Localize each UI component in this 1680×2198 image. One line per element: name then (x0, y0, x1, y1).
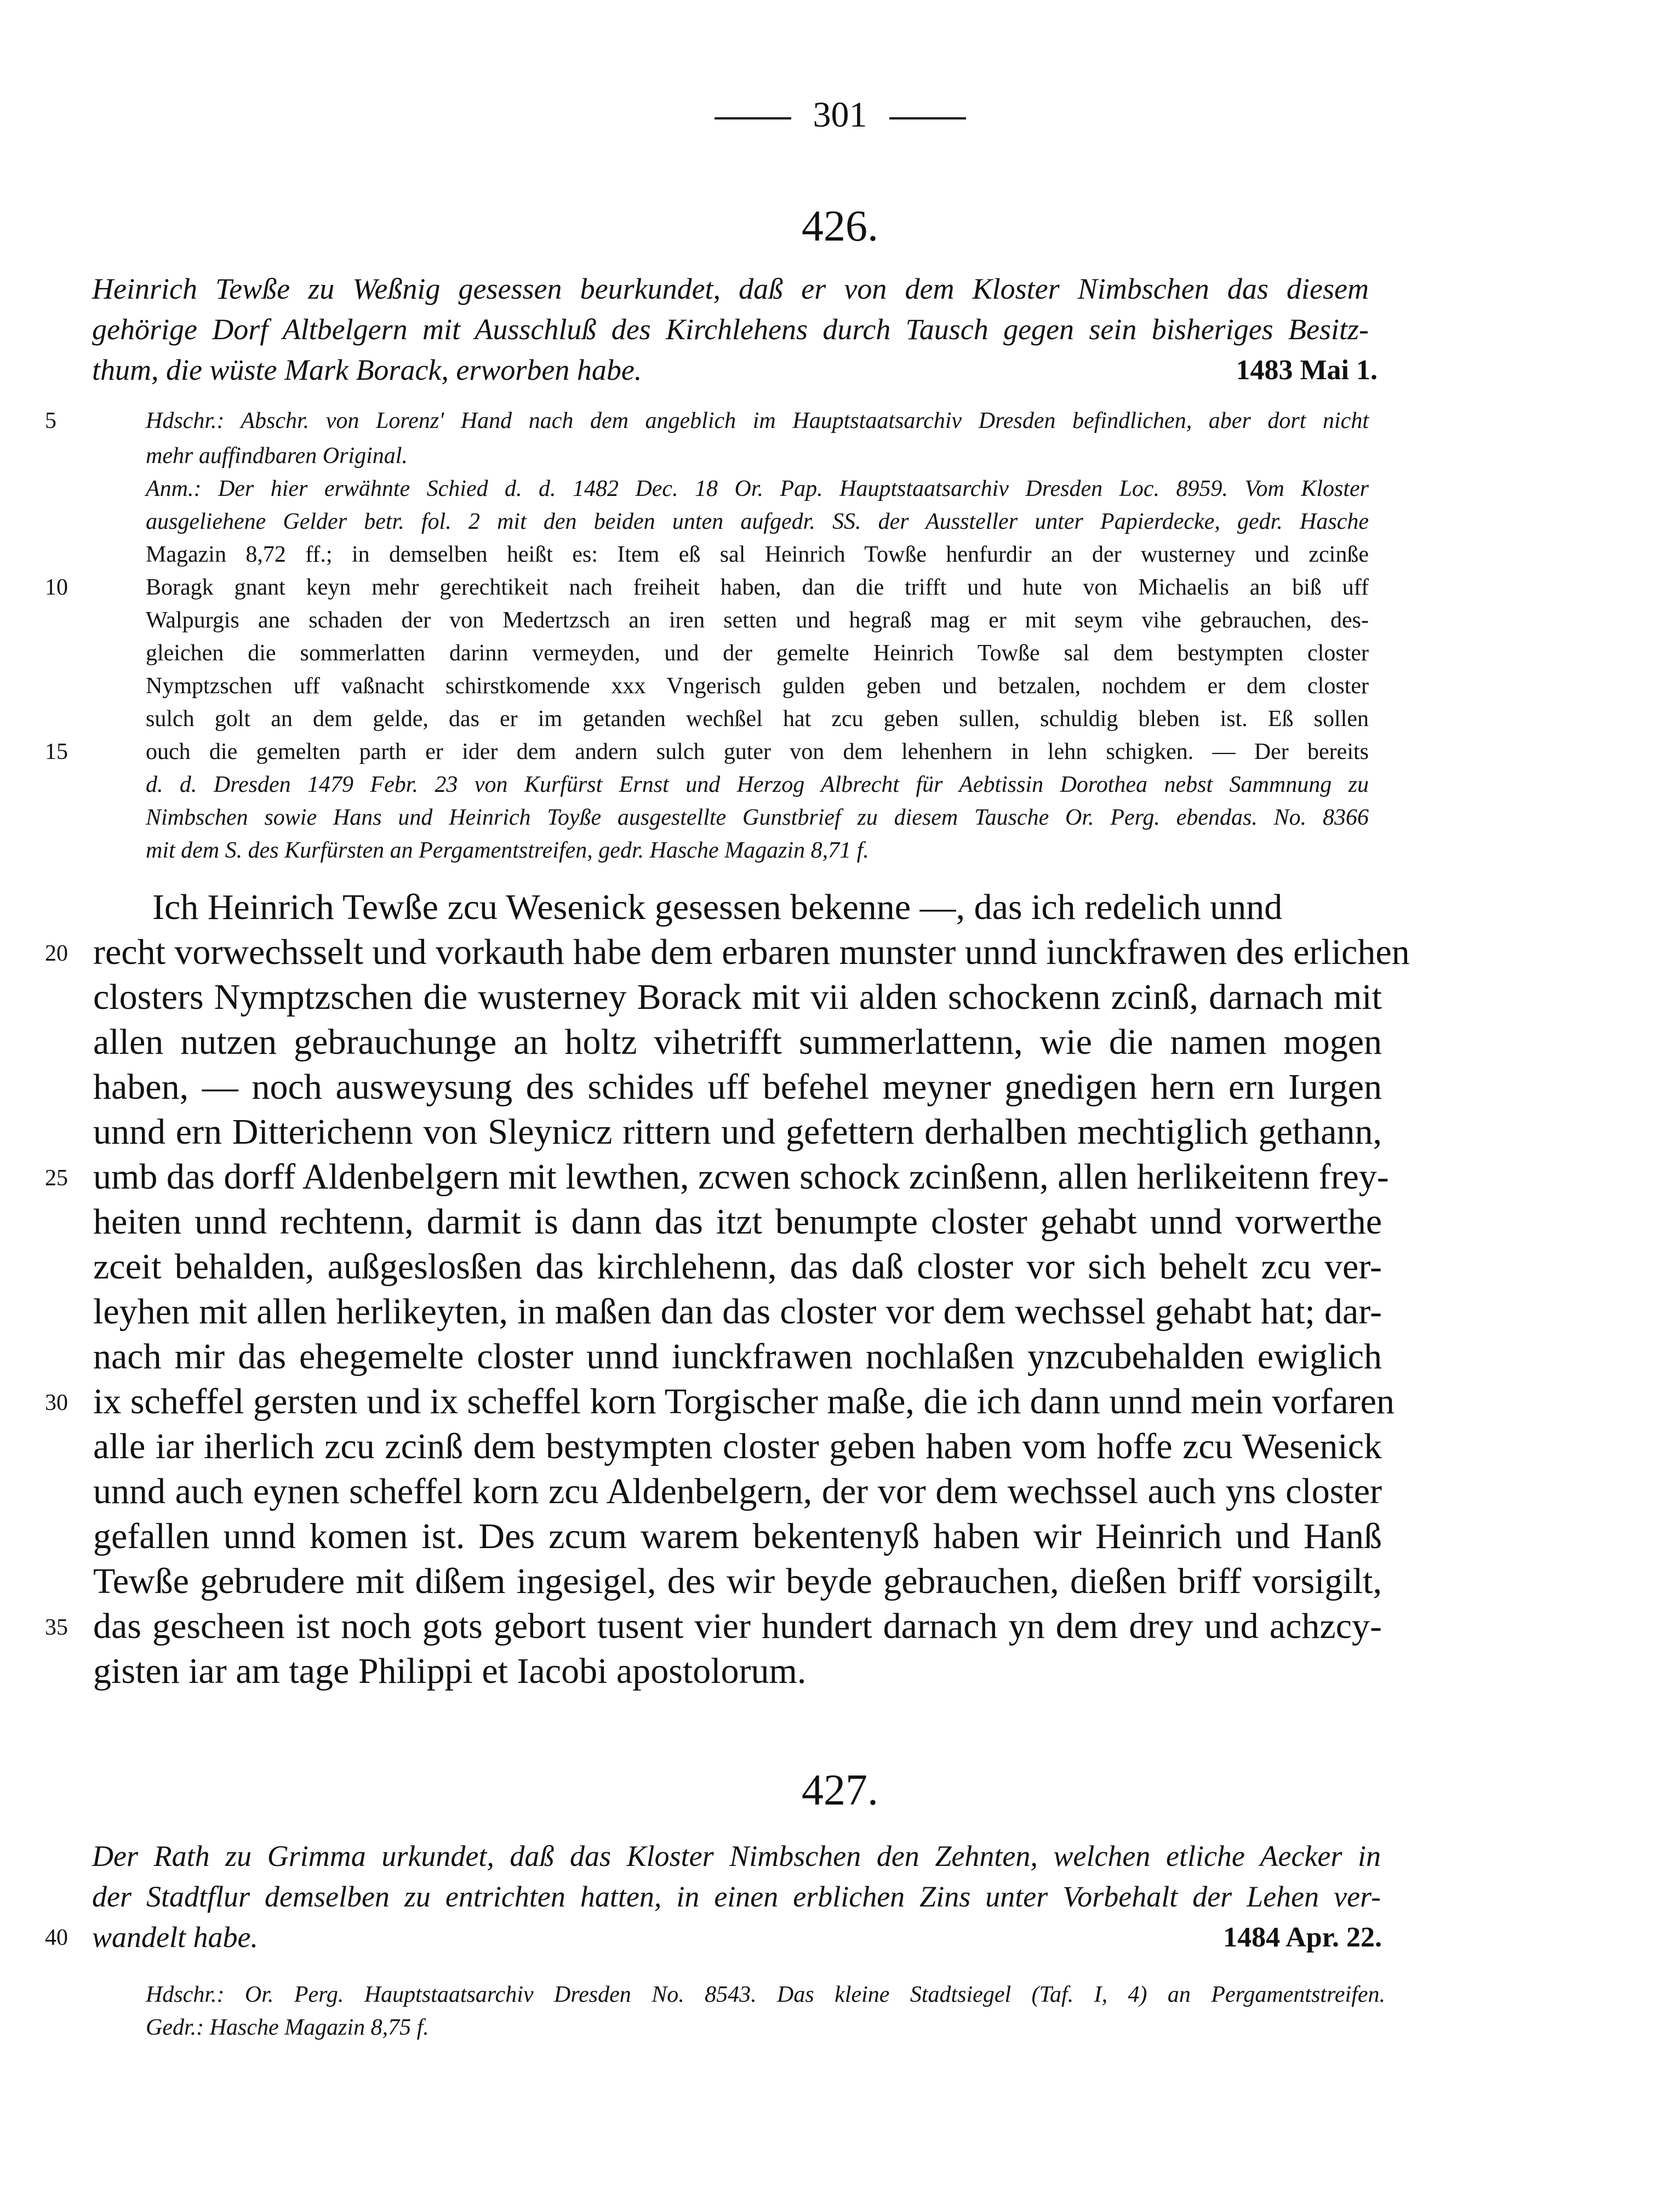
doc426-number: 426. (802, 202, 878, 250)
doc426-text-line: recht vorwechsselt und vorkauth habe dem erbaren munster unnd iunckfrawen des erlichen (93, 932, 1410, 972)
doc426-text-line: closters Nymptzschen die wusterney Borack mit vii alden schockenn zcinß, darnach mit (93, 977, 1382, 1017)
line-number: 35 (45, 1615, 68, 1640)
doc426-regest-line: gehörige Dorf Altbelgern mit Ausschluß des Kirchlehens durch Tausch gegen sein bisheriges Besitz- (92, 313, 1369, 346)
page-number: 301 (813, 95, 867, 135)
doc427-regest-line: der Stadtflur demselben zu entrichten hatten, in einen erblichen Zins unter Vorbehalt der Lehen ver- (92, 1880, 1381, 1913)
doc427-regest-line: wandelt habe. (92, 1921, 258, 1954)
doc426-text-line: alle iar iherlich zcu zcinß dem bestympten closter geben haben vom hoffe zcu Wesenick (93, 1426, 1382, 1466)
doc426-text-line: nach mir das ehegemelte closter unnd iunckfrawen nochlaßen ynzcubehalden ewiglich (93, 1337, 1382, 1377)
line-number: 5 (45, 408, 56, 433)
doc426-text-line: leyhen mit allen herlikeyten, in maßen dan das closter vor dem wechssel gehabt hat; dar- (93, 1292, 1382, 1332)
line-number: 25 (45, 1166, 68, 1191)
doc426-note-line: Walpurgis ane schaden der von Medertzsch an iren setten und hegraß mag er mit seym vihe gebrauchen, des- (146, 608, 1369, 633)
doc426-note-line: Hdschr.: Abschr. von Lorenz' Hand nach dem angeblich im Hauptstaatsarchiv Dresden befindlichen, aber dort nicht (146, 408, 1369, 433)
doc426-text-line: gefallen unnd komen ist. Des zcum warem bekentenyß haben wir Heinrich und Hanß (93, 1516, 1382, 1556)
doc426-text-line: ix scheffel gersten und ix scheffel korn Torgischer maße, die ich dann unnd mein vorfaren (93, 1381, 1395, 1421)
doc426-note-line: Nymptzschen uff vaßnacht schirstkomende xxx Vngerisch gulden geben und betzalen, nochdem er dem closter (146, 673, 1369, 699)
doc426-text-line: unnd ern Ditterichenn von Sleynicz rittern und gefettern derhalben mechtiglich gethann, (93, 1112, 1382, 1152)
doc426-note-line: d. d. Dresden 1479 Febr. 23 von Kurfürst Ernst und Herzog Albrecht für Aebtissin Dorothea nebst Sammnung zu (146, 772, 1369, 797)
doc426-regest-line: Heinrich Tewße zu Weßnig gesessen beurkundet, daß er von dem Kloster Nimbschen das diesem (92, 272, 1369, 305)
doc427-note-line: Hdschr.: Or. Perg. Hauptstaatsarchiv Dresden No. 8543. Das kleine Stadtsiegel (Taf. I, 4) an Pergamentstreifen. (146, 1982, 1385, 2007)
doc426-text-line: Ich Heinrich Tewße zcu Wesenick gesessen bekenne —, das ich redelich unnd (152, 887, 1283, 927)
line-number: 30 (45, 1390, 68, 1415)
header-rule-right (889, 117, 966, 119)
doc426-text-line: haben, — noch ausweysung des schides uff befehel meyner gnedigen hern ern Iurgen (93, 1067, 1382, 1107)
doc426-note-line: mehr auffindbaren Original. (146, 443, 408, 469)
doc426-note-line: gleichen die sommerlatten darinn vermeyden, und der gemelte Heinrich Towße sal dem bestympten closter (146, 641, 1369, 666)
doc426-text-line: zceit behalden, außgeslosßen das kirchlehenn, das daß closter vor sich behelt zcu ver- (93, 1247, 1382, 1287)
doc426-text-line: Tewße gebrudere mit dißem ingesigel, des wir beyde gebrauchen, dießen briff vorsigilt, (93, 1561, 1382, 1601)
doc426-text-line: heiten unnd rechtenn, darmit is dann das itzt benumpte closter gehabt unnd vorwerthe (93, 1202, 1382, 1242)
doc426-note-line: Magazin 8,72 ff.; in demselben heißt es: Item eß sal Heinrich Towße henfurdir an der wusterney und zcinße (146, 542, 1369, 567)
doc427-number: 427. (802, 1766, 878, 1814)
doc427-regest-line: Der Rath zu Grimma urkundet, daß das Kloster Nimbschen den Zehnten, welchen etliche Aecker in (92, 1840, 1381, 1872)
line-number: 40 (45, 1925, 68, 1950)
doc426-date: 1483 Mai 1. (1236, 355, 1378, 386)
line-number: 20 (45, 941, 68, 966)
doc426-regest-line: thum, die wüste Mark Borack, erworben habe. (92, 353, 642, 386)
doc426-note-line: ausgeliehene Gelder betr. fol. 2 mit den beiden unten aufgedr. SS. der Aussteller unter Papierdecke, gedr. Hasche (146, 509, 1369, 534)
doc426-note-line: Nimbschen sowie Hans und Heinrich Toyße ausgestellte Gunstbrief zu diesem Tausche Or. Perg. ebendas. No. 8366 (146, 805, 1369, 830)
doc426-text-line: gisten iar am tage Philippi et Iacobi apostolorum. (93, 1651, 807, 1691)
doc427-note-line: Gedr.: Hasche Magazin 8,75 f. (146, 2015, 429, 2040)
doc427-date: 1484 Apr. 22. (1223, 1922, 1382, 1953)
doc426-note-line: ouch die gemelten parth er ider dem andern sulch guter von dem lehenhern in lehn schigken. — Der bereits (146, 739, 1369, 764)
line-number: 15 (45, 739, 68, 764)
doc426-text-line: unnd auch eynen scheffel korn zcu Aldenbelgern, der vor dem wechssel auch yns closter (93, 1471, 1382, 1511)
doc426-text-line: allen nutzen gebrauchunge an holtz vihetrifft summerlattenn, wie die namen mogen (93, 1022, 1382, 1062)
page-header (0, 94, 1680, 136)
doc426-note-line: sulch golt an dem gelde, das er im getanden wechßel hat zcu geben sullen, schuldig bleben ist. Eß sollen (146, 706, 1369, 732)
doc426-note-line: mit dem S. des Kurfürsten an Pergamentstreifen, gedr. Hasche Magazin 8,71 f. (146, 838, 869, 863)
header-rule-left (715, 117, 791, 119)
doc426-note-line: Anm.: Der hier erwähnte Schied d. d. 1482 Dec. 18 Or. Pap. Hauptstaatsarchiv Dresden Loc. 8959. Vom Kloster (146, 476, 1369, 501)
line-number: 10 (45, 575, 68, 600)
doc426-text-line: umb das dorff Aldenbelgern mit lewthen, zcwen schock zcinßenn, allen herlikeitenn frey- (93, 1157, 1389, 1197)
doc426-text-line: das gescheen ist noch gots gebort tusent vier hundert darnach yn dem drey und achzcy- (93, 1606, 1382, 1646)
doc426-note-line: Boragk gnant keyn mehr gerechtikeit nach freiheit haben, dan die trifft und hute von Michaelis an biß uff (146, 575, 1369, 600)
